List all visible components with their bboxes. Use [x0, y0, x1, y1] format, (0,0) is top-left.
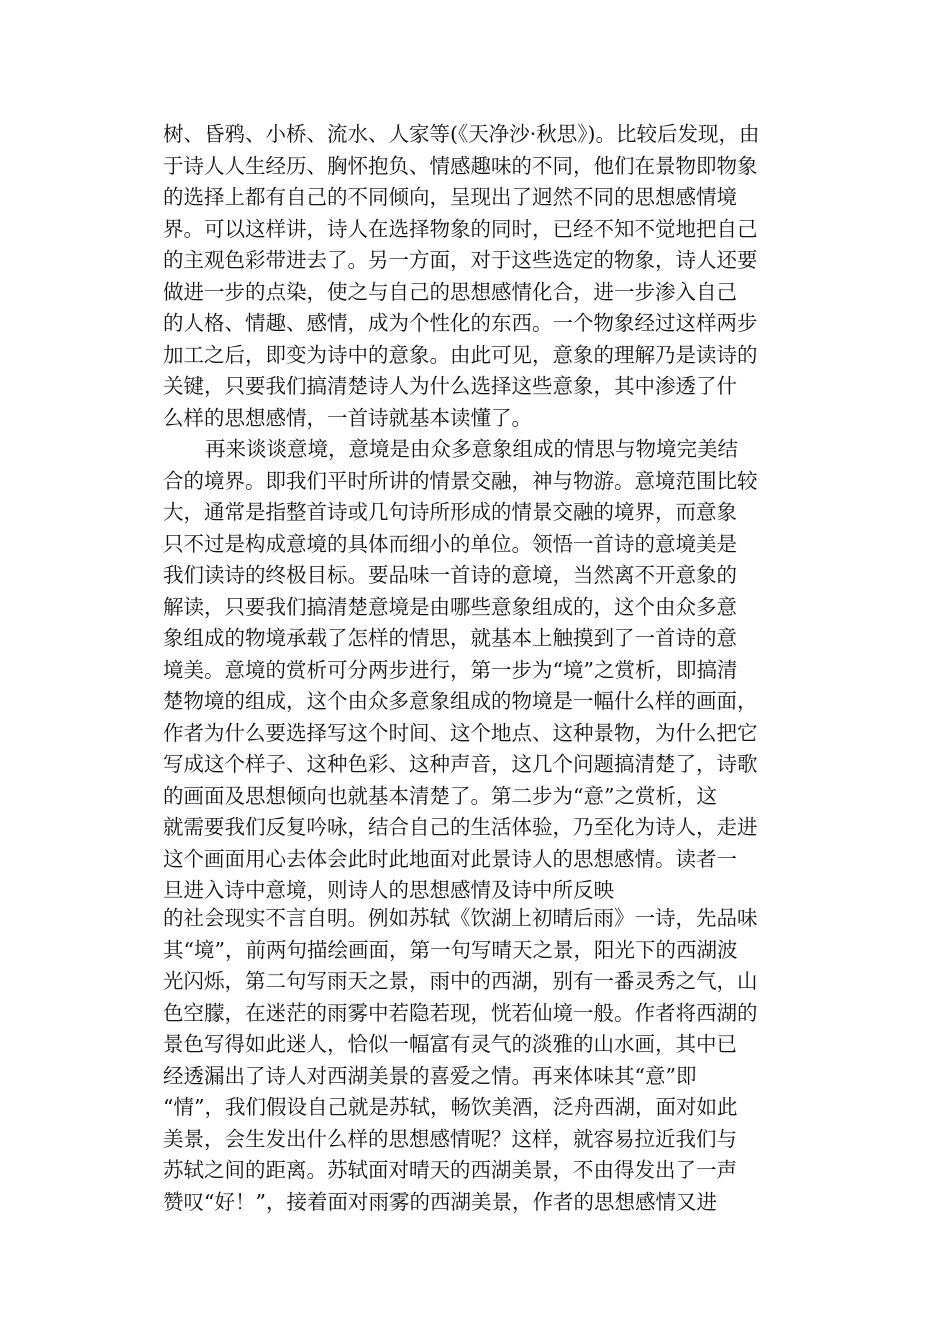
text-line: 其“境”，前两句描绘画面，第一句写晴天之景，阳光下的西湖波: [163, 938, 738, 962]
text-line: 光闪烁，第二句写雨天之景，雨中的西湖，别有一番灵秀之气，山: [163, 969, 758, 993]
text-line: 象组成的物境承载了怎样的情思，就基本上触摸到了一首诗的意: [163, 626, 737, 650]
text-line: 树、昏鸦、小桥、流水、人家等(《天净沙·秋思》)。比较后发现，由: [163, 122, 760, 146]
text-line: 就需要我们反复吟咏，结合自己的生活体验，乃至化为诗人，走进: [163, 815, 758, 839]
text-line: 的社会现实不言自明。例如苏轼《饮湖上初晴后雨》一诗，先品味: [163, 906, 758, 930]
text-line: 于诗人人生经历、胸怀抱负、情感趣味的不同，他们在景物即物象: [163, 154, 758, 178]
text-line: “情”，我们假设自己就是苏轼，畅饮美酒，泛舟西湖，面对如此: [163, 1095, 738, 1119]
text-line: 境美。意境的赏析可分两步进行，第一步为“境”之赏析，即搞清: [163, 658, 738, 682]
text-line: 解读，只要我们搞清楚意境是由哪些意象组成的，这个由众多意: [163, 595, 737, 619]
text-line: 的主观色彩带进去了。另一方面，对于这些选定的物象，诗人还要: [163, 248, 758, 272]
text-line: 合的境界。即我们平时所讲的情景交融，神与物游。意境范围比较: [163, 469, 758, 493]
text-line: 大，通常是指整首诗或几句诗所形成的情景交融的境界，而意象: [163, 500, 737, 524]
text-line: 景色写得如此迷人，恰似一幅富有灵气的淡雅的山水画，其中已: [163, 1032, 737, 1056]
text-line: 这个画面用心去体会此时此地面对此景诗人的思想感情。读者一: [163, 847, 737, 871]
text-line: 做进一步的点染，使之与自己的思想感情化合，进一步渗入自己: [163, 280, 737, 304]
text-line: 苏轼之间的距离。苏轼面对晴天的西湖美景，不由得发出了一声: [163, 1158, 737, 1182]
text-line: 么样的思想感情，一首诗就基本读懂了。: [163, 406, 532, 430]
text-line: 界。可以这样讲，诗人在选择物象的同时，已经不知不觉地把自己: [163, 217, 758, 241]
text-line: 的画面及思想倾向也就基本清楚了。第二步为“意”之赏析，这: [163, 784, 717, 808]
text-line: 写成这个样子、这种色彩、这种声音，这几个问题搞清楚了，诗歌: [163, 752, 758, 776]
text-line: 只不过是构成意境的具体而细小的单位。领悟一首诗的意境美是: [163, 532, 737, 556]
text-line: 我们读诗的终极目标。要品味一首诗的意境，当然离不开意象的: [163, 563, 737, 587]
text-line: 的人格、情趣、感情，成为个性化的东西。一个物象经过这样两步: [163, 311, 758, 335]
text-line: 作者为什么要选择写这个时间、这个地点、这种景物，为什么把它: [163, 721, 758, 745]
paragraph-first-line: 再来谈谈意境，意境是由众多意象组成的情思与物境完美结: [205, 437, 738, 461]
text-line: 经透漏出了诗人对西湖美景的喜爱之情。再来体味其“意”即: [163, 1064, 697, 1088]
text-line: 的选择上都有自己的不同倾向，呈现出了迥然不同的思想感情境: [163, 185, 737, 209]
text-line: 赞叹“好！”，接着面对雨雾的西湖美景，作者的思想感情又进: [163, 1190, 717, 1214]
text-line: 旦进入诗中意境，则诗人的思想感情及诗中所反映: [163, 878, 614, 902]
text-line: 加工之后，即变为诗中的意象。由此可见，意象的理解乃是读诗的: [163, 343, 758, 367]
text-line: 楚物境的组成，这个由众多意象组成的物境是一幅什么样的画面，: [163, 689, 758, 713]
text-line: 色空朦，在迷茫的雨雾中若隐若现，恍若仙境一般。作者将西湖的: [163, 1001, 758, 1025]
text-line: 关键，只要我们搞清楚诗人为什么选择这些意象，其中渗透了什: [163, 374, 737, 398]
text-line: 美景，会生发出什么样的思想感情呢？这样，就容易拉近我们与: [163, 1127, 737, 1151]
